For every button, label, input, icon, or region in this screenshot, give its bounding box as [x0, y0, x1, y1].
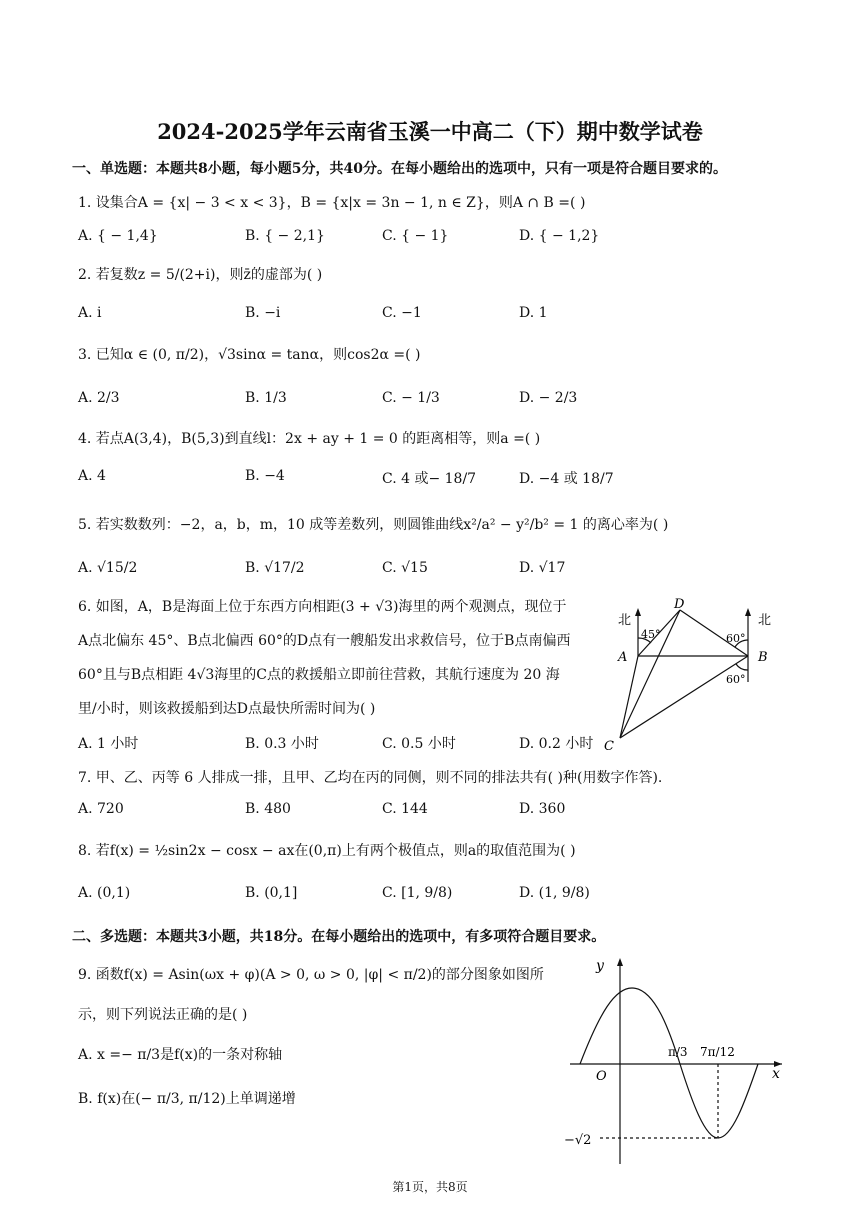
q8-option-c[interactable]: C. [1, 9/8): [382, 885, 453, 901]
q1-option-a[interactable]: A. { − 1,4}: [78, 228, 158, 244]
q2-option-d[interactable]: D. 1: [519, 305, 548, 321]
y-min-label: −√2: [564, 1133, 592, 1148]
y-axis-label: y: [596, 958, 604, 974]
question-9-stem-line-1: 9. 函数f(x) = Asin(ωx + φ)(A > 0, ω > 0, |φ| < π/2)的部分图象如图所: [78, 967, 544, 983]
q5-option-c[interactable]: C. √15: [382, 560, 428, 576]
q5-option-d[interactable]: D. √17: [519, 560, 566, 576]
north-arrow-b-icon: [745, 608, 751, 616]
q9-option-a[interactable]: A. x =− π/3是f(x)的一条对称轴: [78, 1047, 283, 1063]
q1-option-b[interactable]: B. { − 2,1}: [245, 228, 325, 244]
sine-curve: [580, 988, 758, 1138]
q7-option-c[interactable]: C. 144: [382, 801, 428, 817]
point-label-c: C: [604, 739, 614, 754]
segment-ac: [620, 656, 638, 738]
q2-option-b[interactable]: B. −i: [245, 305, 281, 321]
q7-option-a[interactable]: A. 720: [78, 801, 124, 817]
point-label-b: B: [758, 650, 768, 665]
angle-label-60-top: 60°: [726, 632, 746, 645]
section-single-choice: 一、单选题：本题共8小题，每小题5分，共40分。在每小题给出的选项中，只有一项是符合题目要求的。: [72, 161, 727, 177]
tick-label-pi-3: π/3: [668, 1045, 688, 1059]
q9-option-b[interactable]: B. f(x)在(− π/3, π/12)上单调递增: [78, 1091, 296, 1107]
q5-option-a[interactable]: A. √15/2: [78, 560, 138, 576]
q6-option-c[interactable]: C. 0.5 小时: [382, 736, 456, 752]
q2-option-a[interactable]: A. i: [78, 305, 102, 321]
q5-option-b[interactable]: B. √17/2: [245, 560, 305, 576]
q9-figure: [560, 952, 790, 1172]
question-6-stem-line-2: A点北偏东 45°、B点北偏西 60°的D点有一艘船发出求救信号，位于B点南偏西: [78, 633, 571, 649]
question-9-stem-line-2: 示，则下列说法正确的是( ): [78, 1007, 248, 1023]
q7-option-d[interactable]: D. 360: [519, 801, 566, 817]
origin-label: O: [596, 1069, 607, 1084]
tick-label-7pi-12: 7π/12: [700, 1045, 735, 1059]
question-3-stem: 3. 已知α ∈ (0, π/2)，√3sinα = tanα，则cos2α =( ): [78, 347, 421, 363]
q8-option-d[interactable]: D. (1, 9/8): [519, 885, 590, 901]
question-5-stem: 5. 若实数数列：−2，a，b，m，10 成等差数列，则圆锥曲线x²/a² − y²/b² = 1 的离心率为( ): [78, 517, 669, 533]
q3-option-d[interactable]: D. − 2/3: [519, 390, 578, 406]
question-6-stem-line-1: 6. 如图，A，B是海面上位于东西方向相距(3 + √3)海里的两个观测点，现位于: [78, 599, 567, 615]
q1-option-d[interactable]: D. { − 1,2}: [519, 228, 600, 244]
point-label-a: A: [618, 650, 628, 665]
q4-option-d[interactable]: D. −4 或 18/7: [519, 471, 614, 487]
north-arrow-a-icon: [635, 608, 641, 616]
section-multi-choice: 二、多选题：本题共3小题，共18分。在每小题给出的选项中，有多项符合题目要求。: [72, 929, 606, 945]
x-axis-label: x: [772, 1066, 780, 1082]
q8-option-b[interactable]: B. (0,1]: [245, 885, 298, 901]
q3-option-c[interactable]: C. − 1/3: [382, 390, 440, 406]
point-label-d: D: [674, 597, 685, 612]
q4-option-c[interactable]: C. 4 或− 18/7: [382, 471, 477, 487]
q6-figure: [598, 596, 788, 756]
q4-option-b[interactable]: B. −4: [245, 468, 285, 484]
question-7-stem: 7. 甲、乙、丙等 6 人排成一排，且甲、乙均在丙的同侧，则不同的排法共有( )种(用数字作答).: [78, 770, 663, 786]
q2-option-c[interactable]: C. −1: [382, 305, 422, 321]
q7-option-b[interactable]: B. 480: [245, 801, 291, 817]
north-label-right: 北: [758, 613, 772, 628]
question-6-stem-line-3: 60°且与B点相距 4√3海里的C点的救援船立即前往营救，其航行速度为 20 海: [78, 667, 560, 683]
y-axis-arrow-icon: [617, 958, 623, 966]
angle-arc-b-bottom: [736, 664, 748, 670]
q6-option-a[interactable]: A. 1 小时: [78, 736, 139, 752]
question-2-stem: 2. 若复数z = 5/(2+i)，则z̄的虚部为( ): [78, 267, 323, 283]
angle-label-60-bottom: 60°: [726, 673, 746, 686]
q3-option-a[interactable]: A. 2/3: [78, 390, 120, 406]
angle-label-45: 45°: [641, 628, 661, 641]
question-8-stem: 8. 若f(x) = ½sin2x − cosx − ax在(0,π)上有两个极值点，则a的取值范围为( ): [78, 843, 576, 859]
q6-option-d[interactable]: D. 0.2 小时: [519, 736, 594, 752]
question-6-stem-line-4: 里/小时，则该救援船到达D点最快所需时间为( ): [78, 701, 376, 717]
q3-option-b[interactable]: B. 1/3: [245, 390, 287, 406]
q4-option-a[interactable]: A. 4: [78, 468, 106, 484]
q1-option-c[interactable]: C. { − 1}: [382, 228, 449, 244]
north-label-left: 北: [618, 613, 632, 628]
page-title: 2024-2025学年云南省玉溪一中高二（下）期中数学试卷: [157, 119, 703, 144]
q6-option-b[interactable]: B. 0.3 小时: [245, 736, 319, 752]
question-1-stem: 1. 设集合A = {x| − 3 < x < 3}，B = {x|x = 3n − 1, n ∈ Z}，则A ∩ B =( ): [78, 195, 586, 211]
q8-option-a[interactable]: A. (0,1): [78, 885, 131, 901]
question-4-stem: 4. 若点A(3,4)，B(5,3)到直线l：2x + ay + 1 = 0 的距离相等，则a =( ): [78, 431, 541, 447]
page-footer: 第1页，共8页: [392, 1180, 468, 1194]
